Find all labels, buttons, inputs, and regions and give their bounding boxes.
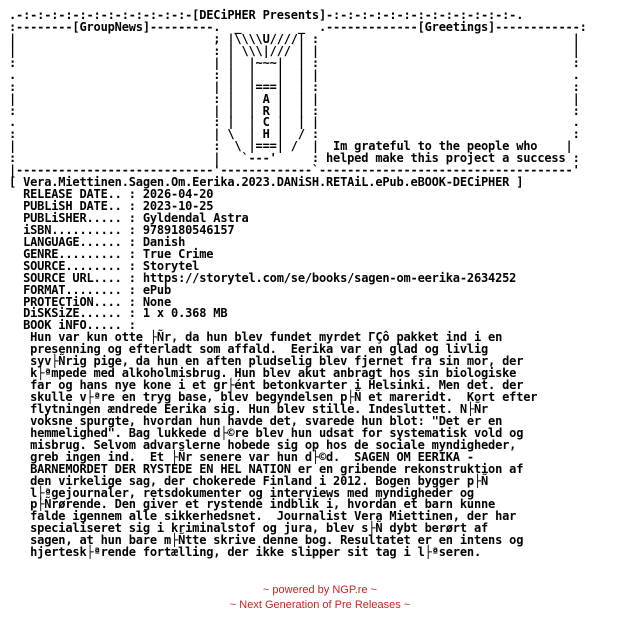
nfo-line: | : \ |===| / | Im grateful to the people who |	[9, 139, 573, 154]
nfo-line: presenning og efterladt som affald. Eerika var en glad og livlig	[9, 342, 489, 357]
nfo-line: SOURCE........ : Storytel	[9, 258, 200, 273]
nfo-line: l├ªgejournaler, retsdokumenter og interviews med myndigheder og	[9, 485, 474, 500]
nfo-line: LANGUAGE...... : Danish	[9, 234, 186, 249]
nfo-line: den virkelige sag, der chokerede Finland i 2012. Bogen bygger p├Ñ	[9, 473, 489, 488]
nfo-line: sagen, at hun bare m├Ñtte skrive denne bog. Resultatet er en intens og	[9, 533, 524, 548]
nfo-line: far og hans nye kone i et gr├ént betonkvarter i Helsinki. Men det. der	[9, 378, 524, 393]
nfo-line: p├Ñrørende. Den giver et rystende indblik i, hvordan et barn kunne	[9, 497, 496, 512]
nfo-line: specialiseret sig i kriminalstof og jura, blev s├Ñ dybt berørt af	[9, 521, 489, 536]
nfo-line: flytningen ændrede Eerika sig. Hun blev stille. Indesluttet. N├Ñr	[9, 401, 489, 416]
nfo-line: skulle v├ªre en tryg base, blev begyndelsen p├Ñ et mareridt. Kort efter	[9, 390, 538, 404]
nfo-line: | : | \\\|/// | | |	[9, 43, 580, 58]
nfo-line: iSBN.......... : 9789180546157	[9, 222, 235, 237]
nfo-line: k├ªmpede med alkoholmisbrug. Hun blev akut anbragt hos sin biologiske	[9, 366, 517, 381]
nfo-line: .-:-:-:-:-:-:-:-:-:-:-:-:-[DECiPHER Presents]-:-:-:-:-:-:-:-:-:-:-:-:-:-.	[9, 8, 524, 22]
nfo-line: misbrug. Selvom advarslerne hobede sig op hos de sociale myndigheder,	[9, 437, 517, 452]
tagline-link[interactable]: ~ Next Generation of Pre Releases ~	[229, 599, 411, 611]
nfo-line: PROTECTiON.... : None	[9, 294, 172, 309]
nfo-line: BARNEMORDET DER RYSTEDE EN HEL NATION er en gribende rekonstruktion af	[9, 461, 524, 476]
nfo-line: :--------[GroupNews]---------. _ _ .-------------[Greetings]------------:	[9, 19, 587, 34]
nfo-line: voksne spurgte, hvordan hun havde det, svarede hun blot: "Det er en	[9, 413, 503, 428]
nfo-line: . : | | C | | | .	[9, 115, 580, 130]
nfo-line: : | | |~~~| | : :	[9, 55, 580, 70]
nfo-line: [ Vera.Miettinen.Sagen.Om.Eerika.2023.DANiSH.RETAiL.ePub.eBOOK-DECiPHER ]	[9, 175, 524, 190]
nfo-line: FORMAT........ : ePub	[9, 282, 172, 297]
nfo-line: : | `---' : helped make this project a success :	[9, 151, 580, 166]
nfo-line: BOOK iNFO..... :	[9, 318, 136, 333]
nfo-line: syv├Ñrig pige, da hun en aften pludselig blev fjernet fra sin mor, der	[9, 354, 524, 369]
nfo-line: falde igennem alle sikkerhedsnet. Journalist Vera Miettinen, der har	[9, 509, 517, 524]
nfo-line: | : | | A | | | |	[9, 91, 580, 106]
nfo-line: PUBLiSHER..... : Gyldendal Astra	[9, 210, 249, 225]
nfo-line: SOURCE URL.... : https://storytel.com/se/books/sagen-om-eerika-2634252	[9, 270, 517, 285]
nfo-line: Hun var kun otte ├Ñr, da hun blev fundet myrdet ΓÇô pakket ind i en	[9, 330, 503, 345]
nfo-line: PUBLiSH DATE.. : 2023-10-25	[9, 199, 214, 213]
nfo-line: greb ingen ind. Et ├Ñr senere var hun d├©d. SAGEN OM EERIKA -	[9, 449, 474, 464]
nfo-line: |----------------------------'-------------`------------------------------------'	[9, 163, 580, 178]
nfo-line: DiSKSiZE...... : 1 x 0.368 MB	[9, 306, 228, 321]
nfo-line: : | | |===| | : :	[9, 79, 580, 94]
nfo-line: | ; |\\\\U////| : |	[9, 31, 580, 46]
nfo-text-block	[9, 10, 587, 559]
nfo-line: hemmelighed". Bag lukkede d├©re blev hun udsat for systematisk vold og	[9, 425, 524, 440]
nfo-line: GENRE......... : True Crime	[9, 246, 214, 261]
nfo-line: : | \ | H | / : :	[9, 127, 580, 142]
powered-by-link[interactable]: ~ powered by NGP.re ~	[262, 584, 378, 596]
nfo-line: : | | | R | | : :	[9, 103, 580, 118]
nfo-line: RELEASE DATE.. : 2026-04-20	[9, 187, 214, 202]
nfo-line: hjertesk├ªrende fortælling, der ikke slipper sit tag i l├ªseren.	[9, 545, 481, 560]
nfo-line: . : | | | | | .	[9, 67, 580, 82]
